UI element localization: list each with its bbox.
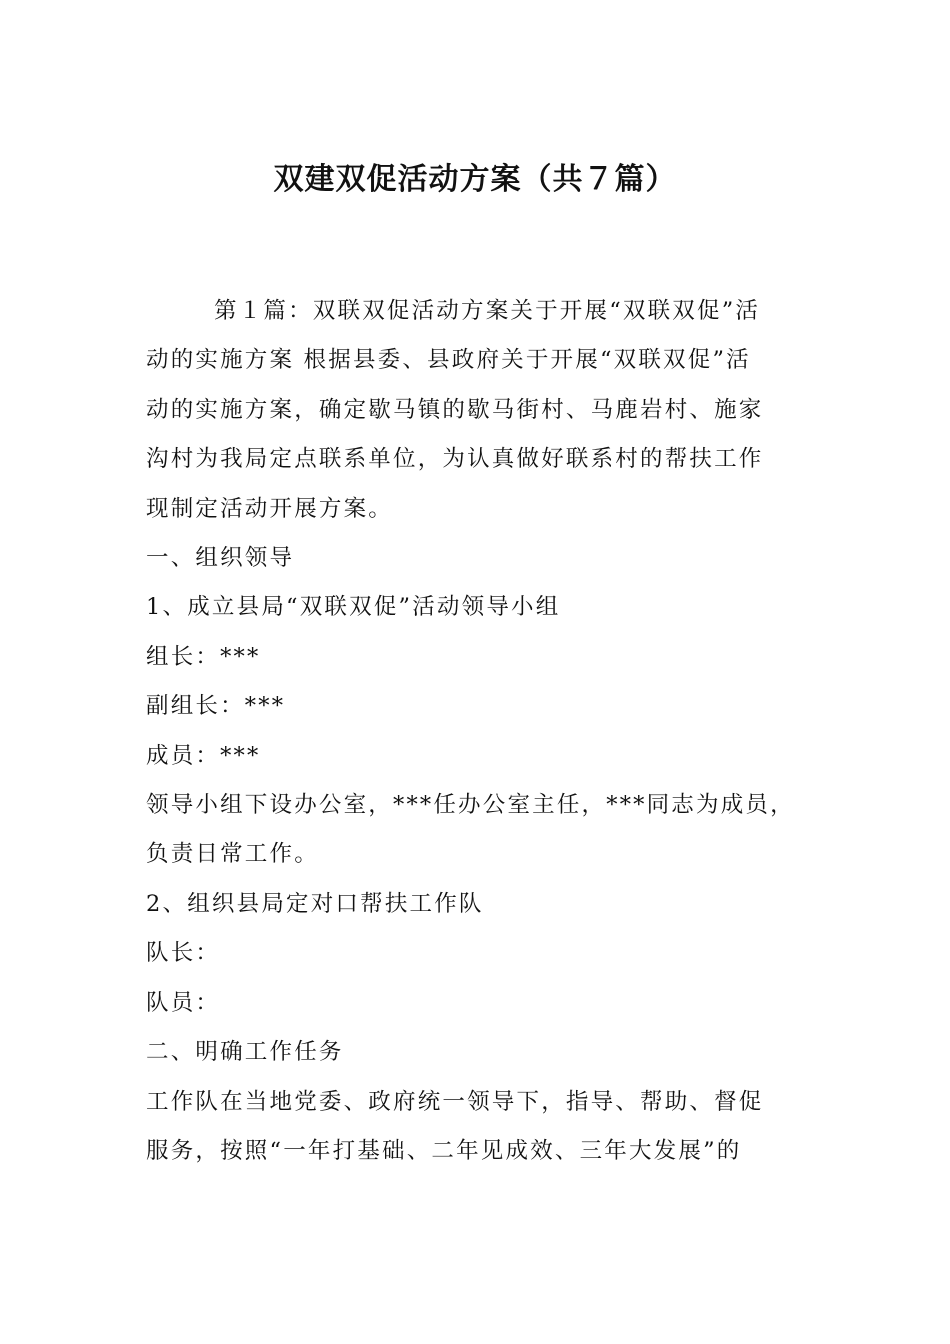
subsection-heading: 2、组织县局定对口帮扶工作队: [146, 890, 484, 917]
paragraph-line: 成员：***: [146, 742, 261, 769]
paragraph-line: 沟村为我局定点联系单位，为认真做好联系村的帮扶工作: [146, 446, 764, 473]
paragraph-line: 队长：: [146, 940, 221, 967]
paragraph-line: 现制定活动开展方案。: [146, 495, 394, 522]
paragraph-line: 领导小组下设办公室，***任办公室主任，***同志为成员，: [146, 792, 795, 819]
paragraph-line: 副组长：***: [146, 693, 286, 720]
paragraph-line: 负责日常工作。: [146, 841, 319, 868]
document-title: 双建双促活动方案（共７篇）: [273, 162, 677, 197]
paragraph-line: 动的实施方案，确定歇马镇的歇马街村、马鹿岩村、施家: [146, 396, 764, 423]
document-body: [146, 287, 806, 1176]
paragraph-line: 第１篇：双联双促活动方案关于开展“双联双促”活: [214, 298, 761, 324]
section-heading: 二、明确工作任务: [146, 1039, 344, 1066]
paragraph-line: 动的实施方案 根据县委、县政府关于开展“双联双促”活: [146, 347, 751, 374]
paragraph-line: 组长：***: [146, 643, 261, 670]
paragraph-line: 队员：: [146, 989, 221, 1016]
paragraph-line: 服务，按照“一年打基础、二年见成效、三年大发展”的: [146, 1137, 742, 1164]
paragraph-line: 工作队在当地党委、政府统一领导下，指导、帮助、督促: [146, 1088, 764, 1115]
section-heading: 一、组织领导: [146, 545, 295, 572]
subsection-heading: 1、成立县局“双联双促”活动领导小组: [146, 594, 561, 621]
